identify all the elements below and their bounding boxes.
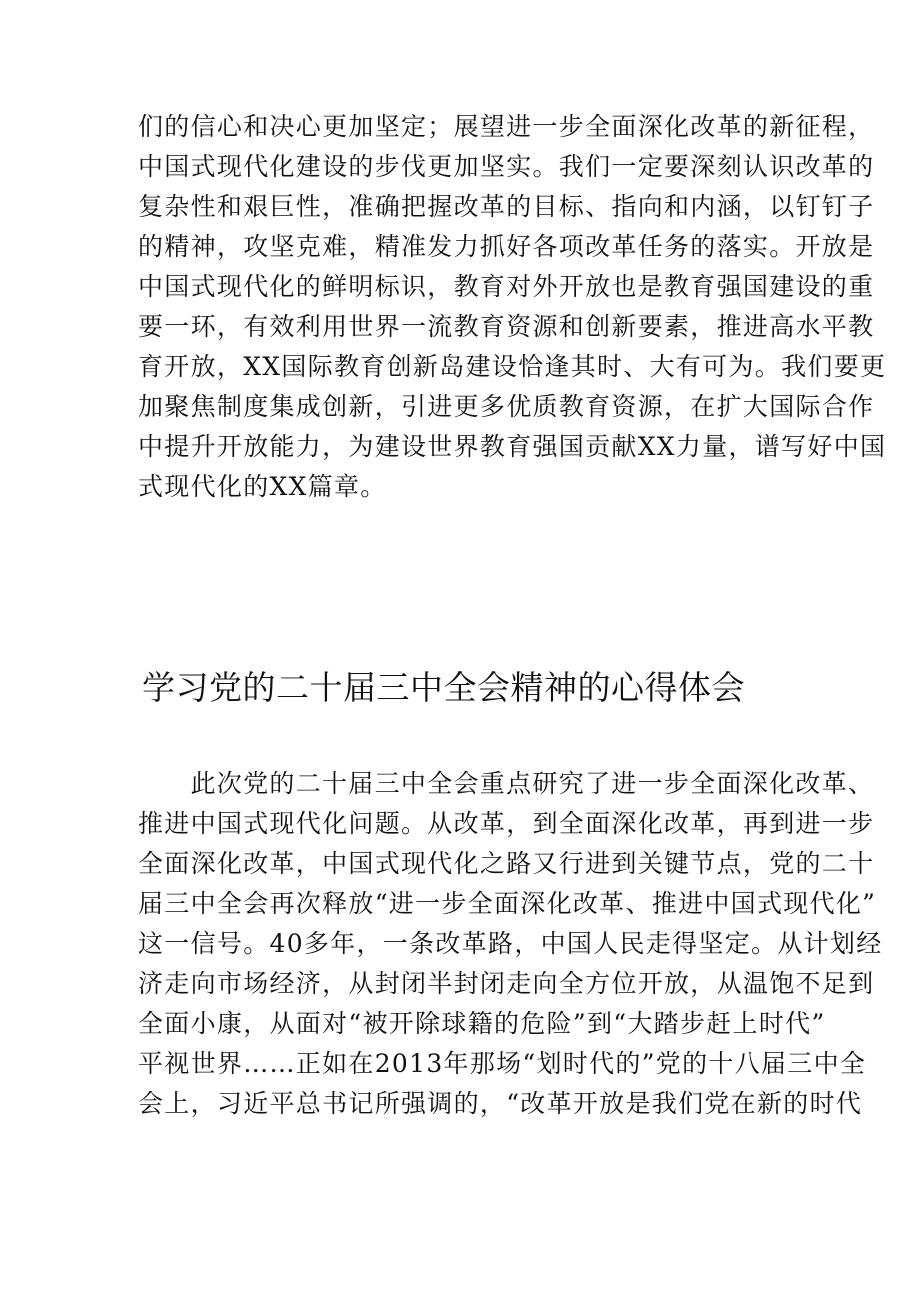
text-line: 此次党的二十届三中全会重点研究了进一步全面深化改革、 (190, 769, 875, 798)
text-line: 中国式现代化的鲜明标识，教育对外开放也是教育强国建设的重 (138, 272, 875, 301)
text-line: 育开放，XX国际教育创新岛建设恰逢其时、大有可为。我们要更 (138, 352, 887, 381)
text-line: 平视世界……正如在2013年那场“划时代的”党的十八届三中全 (138, 1049, 867, 1078)
paragraph-body (138, 764, 883, 1124)
text-line: 要一环，有效利用世界一流教育资源和创新要素，推进高水平教 (138, 312, 875, 341)
text-line: 这一信号。40多年，一条改革路，中国人民走得坚定。从计划经 (138, 929, 883, 958)
text-line: 全面小康，从面对“被开除球籍的危险”到“大踏步赶上时代” (138, 1009, 826, 1038)
text-line: 加聚焦制度集成创新，引进更多优质教育资源，在扩大国际合作 (138, 392, 875, 421)
text-line: 推进中国式现代化问题。从改革，到全面深化改革，再到进一步 (138, 809, 875, 838)
text-line: 全面深化改革，中国式现代化之路又行进到关键节点，党的二十 (138, 849, 875, 878)
text-line: 式现代化的XX篇章。 (138, 472, 387, 501)
text-line: 中提升开放能力，为建设世界教育强国贡献XX力量，谱写好中国 (138, 432, 887, 461)
section-heading: 学习党的二十届三中全会精神的心得体会 (142, 668, 745, 707)
text-line: 届三中全会再次释放“进一步全面深化改革、推进中国式现代化” (138, 889, 877, 918)
paragraph-continuation (138, 107, 887, 507)
text-line: 中国式现代化建设的步伐更加坚实。我们一定要深刻认识改革的 (138, 152, 875, 181)
text-line: 复杂性和艰巨性，准确把握改革的目标、指向和内涵，以钉钉子 (138, 192, 875, 221)
text-line: 会上，习近平总书记所强调的，“改革开放是我们党在新的时代 (138, 1089, 863, 1118)
text-line: 们的信心和决心更加坚定；展望进一步全面深化改革的新征程， (138, 112, 875, 141)
text-line: 济走向市场经济，从封闭半封闭走向全方位开放，从温饱不足到 (138, 969, 875, 998)
text-line: 的精神，攻坚克难，精准发力抓好各项改革任务的落实。开放是 (138, 232, 875, 261)
